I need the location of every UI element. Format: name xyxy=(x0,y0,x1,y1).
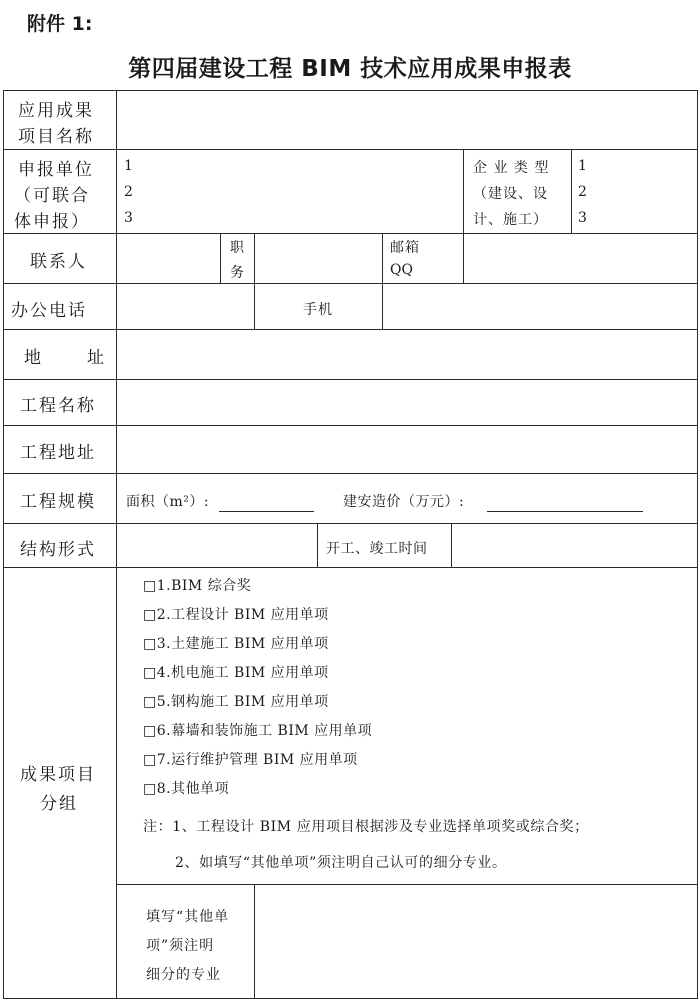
note-line1: 注：1、工程设计 BIM 应用项目根据涉及专业选择单项奖或综合奖； xyxy=(143,819,589,835)
address-label: 地 址 xyxy=(24,348,108,368)
cost-blank[interactable] xyxy=(487,511,643,512)
applicant-number-1: 1 xyxy=(124,158,133,174)
cost-label: 建安造价（万元）: xyxy=(343,494,465,510)
table-rule xyxy=(382,233,383,329)
option-comprehensive[interactable]: □1.BIM 综合奖 xyxy=(143,578,252,594)
company-type-label-line2: （建设、设 xyxy=(473,186,548,202)
other-label-line1: 填写“其他单 xyxy=(146,909,230,925)
table-rule xyxy=(3,233,698,234)
option-operation-maintenance[interactable]: □7.运行维护管理 BIM 应用单项 xyxy=(143,752,358,768)
option-curtain-wall[interactable]: □6.幕墙和装饰施工 BIM 应用单项 xyxy=(143,723,373,739)
position-label-line1: 职 xyxy=(230,240,244,256)
option-design[interactable]: □2.工程设计 BIM 应用单项 xyxy=(143,607,329,623)
page-title: 第四届建设工程 BIM 技术应用成果申报表 xyxy=(128,56,572,82)
scale-label: 工程规模 xyxy=(20,492,96,512)
option-mep-construction[interactable]: □4.机电施工 BIM 应用单项 xyxy=(143,665,329,681)
structure-label: 结构形式 xyxy=(20,540,96,560)
table-rule xyxy=(3,379,698,380)
table-rule xyxy=(254,233,255,329)
table-rule xyxy=(3,523,698,524)
area-blank[interactable] xyxy=(219,511,314,512)
table-rule xyxy=(3,329,698,330)
table-rule xyxy=(116,90,117,999)
table-rule xyxy=(3,473,698,474)
option-civil-construction[interactable]: □3.土建施工 BIM 应用单项 xyxy=(143,636,329,652)
table-rule xyxy=(3,149,698,150)
company-type-label-line1: 企 业 类 型 xyxy=(473,160,550,176)
table-rule xyxy=(3,283,698,284)
table-rule xyxy=(463,149,464,283)
project-name-label-line2: 项目名称 xyxy=(18,127,94,147)
table-rule xyxy=(116,884,698,885)
note-line2: 2、如填写“其他单项”须注明自己认可的细分专业。 xyxy=(175,855,507,871)
table-rule xyxy=(317,523,318,567)
applicant-label-line1: 申报单位 xyxy=(18,160,94,180)
company-type-number-2: 2 xyxy=(578,184,587,200)
applicant-number-2: 2 xyxy=(124,184,133,200)
applicant-number-3: 3 xyxy=(124,210,133,226)
qq-label: QQ xyxy=(390,262,413,278)
office-phone-label: 办公电话 xyxy=(11,301,87,321)
table-rule xyxy=(254,884,255,999)
company-type-number-1: 1 xyxy=(578,158,587,174)
other-label-line3: 细分的专业 xyxy=(146,967,221,983)
company-type-number-3: 3 xyxy=(578,210,587,226)
company-type-label-line3: 计、施工） xyxy=(473,212,548,228)
table-rule xyxy=(697,90,698,999)
contact-label: 联系人 xyxy=(30,252,87,272)
position-label-line2: 务 xyxy=(230,265,244,281)
attachment-label: 附件 1: xyxy=(27,13,93,35)
applicant-label-line2: （可联合 xyxy=(14,186,90,206)
table-rule xyxy=(451,523,452,567)
group-label-line1: 成果项目 xyxy=(20,765,96,785)
mobile-label: 手机 xyxy=(303,302,333,318)
group-label-line2: 分组 xyxy=(40,794,78,814)
option-steel-construction[interactable]: □5.钢构施工 BIM 应用单项 xyxy=(143,694,329,710)
table-rule xyxy=(571,149,572,233)
engineering-name-label: 工程名称 xyxy=(20,396,96,416)
table-rule xyxy=(3,90,698,91)
option-other[interactable]: □8.其他单项 xyxy=(143,781,230,797)
other-label-line2: 项”须注明 xyxy=(146,938,215,954)
table-rule xyxy=(3,90,4,999)
engineering-address-label: 工程地址 xyxy=(20,443,96,463)
table-rule xyxy=(220,233,221,283)
table-rule xyxy=(3,425,698,426)
table-rule xyxy=(3,998,698,999)
table-rule xyxy=(3,567,698,568)
schedule-label: 开工、竣工时间 xyxy=(326,541,428,557)
email-label: 邮箱 xyxy=(390,240,420,256)
area-label: 面积（m²）: xyxy=(126,494,210,510)
project-name-label-line1: 应用成果 xyxy=(18,101,94,121)
applicant-label-line3: 体申报） xyxy=(14,212,90,232)
